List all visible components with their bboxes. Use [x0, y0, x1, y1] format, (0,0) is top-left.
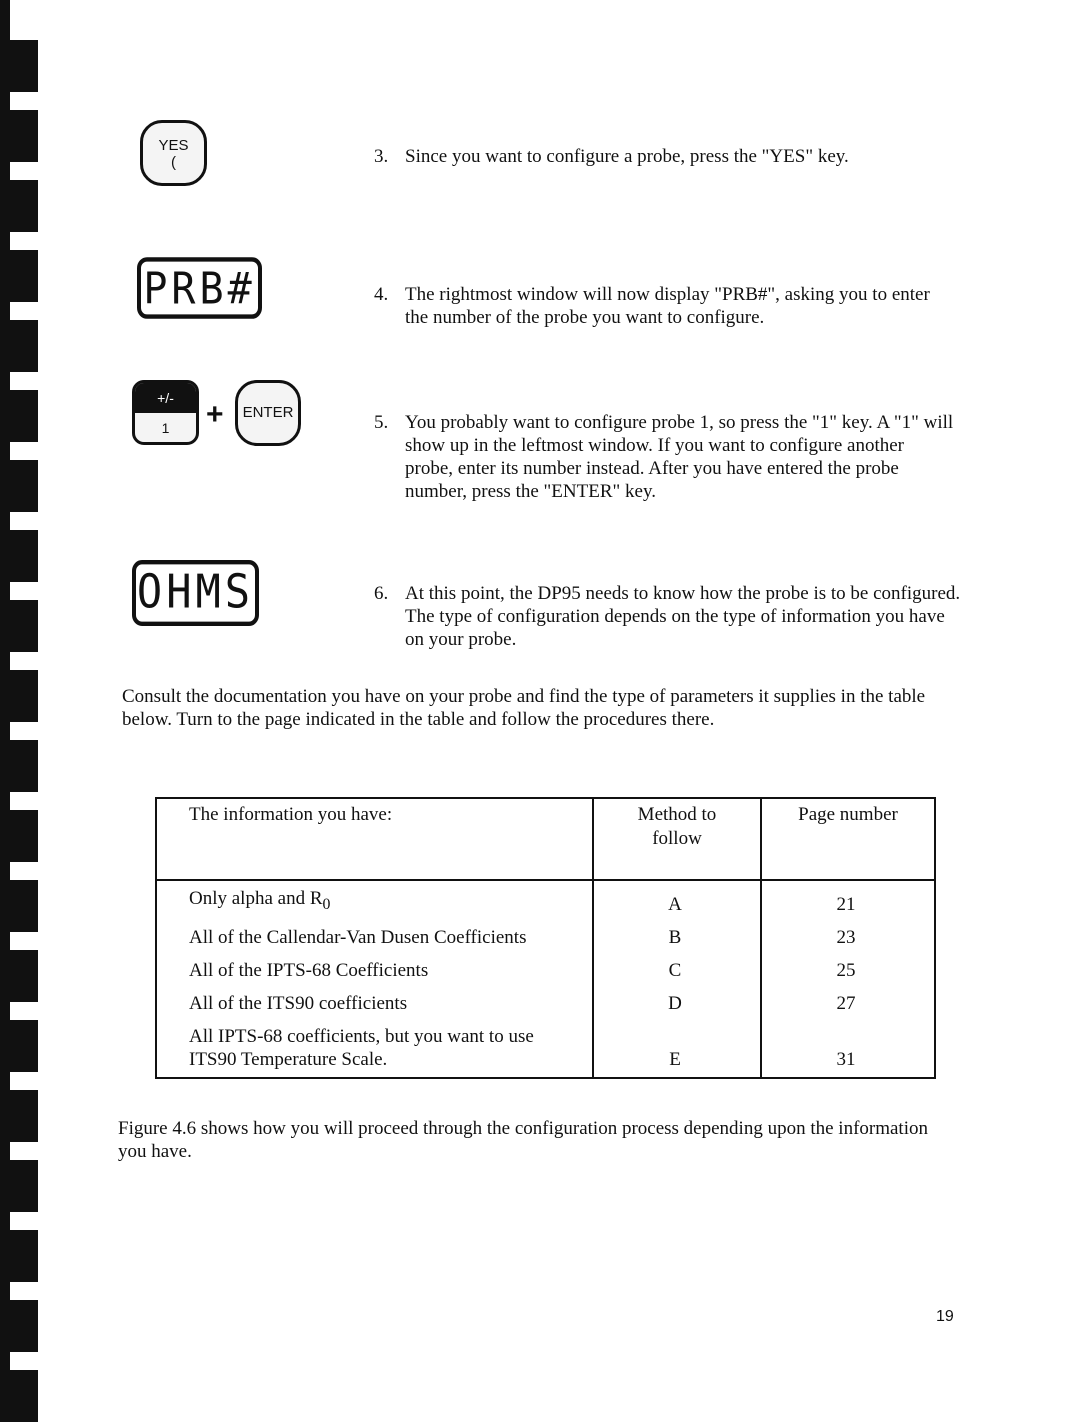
step-text: At this point, the DP95 needs to know how the probe is to be configured. The type of configuration depends on the type of information you have on your probe.: [405, 583, 961, 650]
page-cell: 27: [761, 988, 935, 1021]
binding-tab: [0, 1300, 38, 1352]
header-page: Page number: [761, 798, 935, 880]
info-cell: All IPTS-68 coefficients, but you want to use ITS90 Temperature Scale.: [189, 1025, 534, 1070]
step-5: [374, 411, 974, 503]
closing-paragraph: Figure 4.6 shows how you will proceed through the configuration process depending upon the information you have.: [118, 1118, 928, 1162]
lcd-display-prb: PRB#: [137, 257, 262, 319]
step-3: [374, 145, 974, 168]
plusminus-label: +/-: [135, 383, 196, 413]
binding-tab: [0, 1090, 38, 1142]
binding-tab: [0, 390, 38, 442]
binding-tab: [0, 320, 38, 372]
one-label: 1: [161, 420, 170, 436]
enter-key-icon: [235, 380, 301, 446]
info-cell: All of the Callendar-Van Dusen Coefficients: [189, 926, 527, 948]
page-cell: 21: [761, 880, 935, 922]
table-row: [156, 955, 935, 988]
step-number: 4.: [374, 284, 389, 305]
page-cell: 23: [761, 922, 935, 955]
method-cell: C: [593, 955, 761, 988]
info-cell: All of the ITS90 coefficients: [189, 992, 408, 1014]
table-row: [156, 1021, 935, 1078]
binding-tab: [0, 880, 38, 932]
step-4: [374, 283, 974, 329]
step-text: The rightmost window will now display "PRB#", asking you to enter the number of the probe you want to configure.: [405, 284, 930, 328]
info-text: Only alpha and R: [189, 888, 323, 909]
info-subscript: 0: [322, 895, 331, 913]
info-cell: [156, 880, 593, 922]
header-information: The information you have:: [156, 798, 593, 880]
binding-tab: [0, 1160, 38, 1212]
step-number: 5.: [374, 412, 389, 433]
binding-tab: [0, 110, 38, 162]
binding-tab: [0, 1370, 38, 1422]
binding-tab: [0, 460, 38, 512]
enter-key-label: ENTER: [242, 404, 294, 421]
binding-tab: [0, 740, 38, 792]
binding-tab: [0, 250, 38, 302]
method-cell: E: [593, 1021, 761, 1078]
yes-key-label: YES: [158, 137, 189, 154]
plus-sign-icon: +: [206, 398, 224, 431]
information-table: [155, 797, 936, 1079]
step-6: [374, 582, 974, 651]
binding-tab: [0, 180, 38, 232]
binding-tab: [0, 670, 38, 722]
header-method: Method to follow: [593, 798, 761, 880]
table-header-row: [156, 798, 935, 880]
one-key-icon: [132, 380, 199, 445]
yes-key-icon: [140, 120, 207, 186]
binding-tab: [0, 600, 38, 652]
yes-key-sublabel: (: [171, 154, 176, 171]
table-row: [156, 880, 935, 922]
step-text: Since you want to configure a probe, press the "YES" key.: [405, 146, 849, 167]
page-cell: 25: [761, 955, 935, 988]
page-cell: 31: [761, 1021, 935, 1078]
lcd-display-ohms: OHMS: [132, 560, 259, 626]
method-cell: A: [593, 880, 761, 922]
binding-tab: [0, 530, 38, 582]
table-row: [156, 922, 935, 955]
binding-tab: [0, 950, 38, 1002]
step-text: You probably want to configure probe 1, so press the "1" key. A "1" will show up in the leftmost window. If you want to configure another probe, enter its number instead. After you have entered the probe number, press the "ENTER" key.: [405, 412, 954, 502]
step-number: 3.: [374, 146, 389, 167]
info-cell: All of the IPTS-68 Coefficients: [189, 959, 429, 981]
table-row: [156, 988, 935, 1021]
page-number: 19: [936, 1308, 954, 1325]
step-number: 6.: [374, 583, 389, 604]
binding-tab: [0, 40, 38, 92]
binding-tab: [0, 1230, 38, 1282]
binding-tab: [0, 810, 38, 862]
binding-tab: [0, 1020, 38, 1072]
method-cell: B: [593, 922, 761, 955]
spiral-binding: [0, 0, 40, 1397]
method-cell: D: [593, 988, 761, 1021]
intro-paragraph: Consult the documentation you have on your probe and find the type of parameters it supplies in the table below. Turn to the page indicated in the table and follow the procedures there.: [122, 686, 926, 730]
